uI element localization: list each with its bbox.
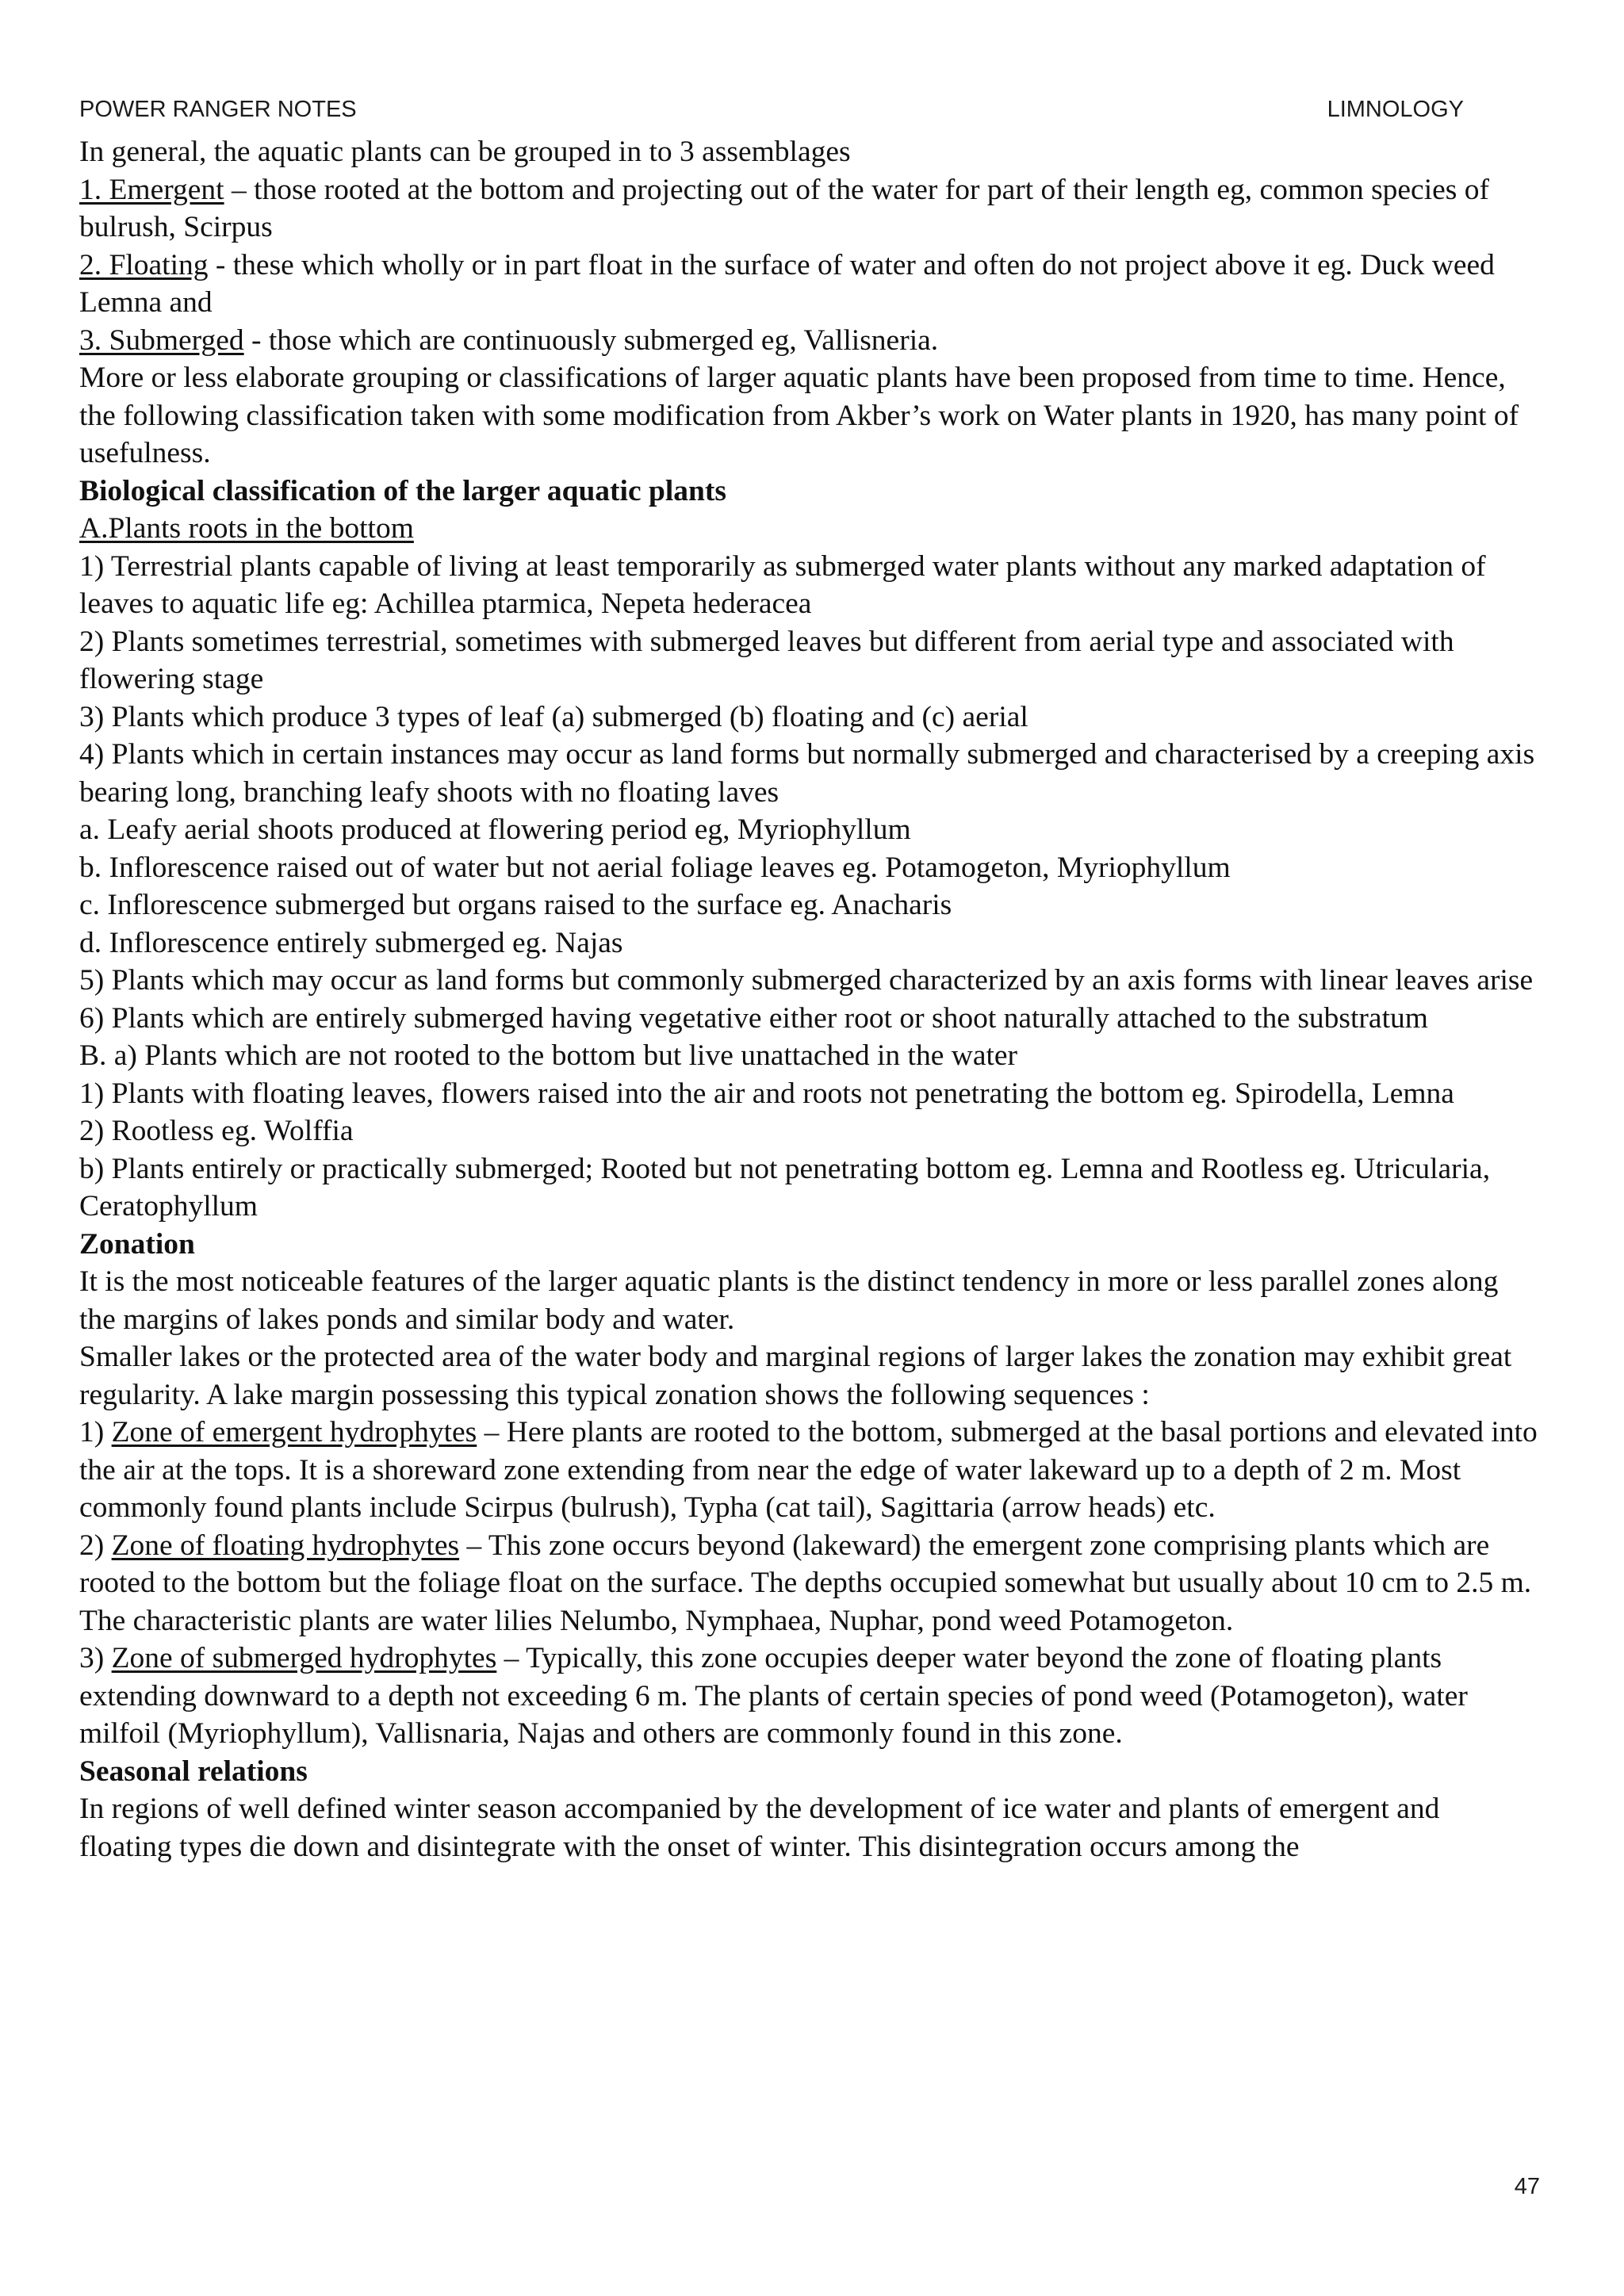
paragraph-text: 3) Plants which produce 3 types of leaf (a) submerged (b) floating and (c) aerial: [79, 700, 1028, 733]
paragraph: [79, 886, 1538, 924]
paragraph: [79, 849, 1538, 887]
paragraph: [79, 962, 1538, 1000]
header-right-title: LIMNOLOGY: [1327, 97, 1464, 122]
paragraph: [79, 1263, 1538, 1338]
paragraph: [79, 698, 1538, 737]
paragraph: [79, 736, 1538, 811]
underlined-term: 1. Emergent: [79, 173, 224, 206]
paragraph-text: B. a) Plants which are not rooted to the bottom but live unattached in the water: [79, 1039, 1018, 1072]
paragraph-text: – Typically, this zone occupies deeper water beyond the zone of floating plants extending downward to a depth not exceeding 6 m. The plants of certain species of pond weed (Potamogeton), water milfoil (Myriophyllum), Vallisnaria, Najas and others are commonly found in this zone.: [79, 1642, 1468, 1750]
page-header: [79, 97, 1464, 128]
paragraph-text: b) Plants entirely or practically submerged; Rooted but not penetrating bottom eg. Lemna and Rootless eg. Utricularia, Ceratophyllum: [79, 1152, 1491, 1223]
paragraph-text: 6) Plants which are entirely submerged having vegetative either root or shoot naturally attached to the substratum: [79, 1001, 1428, 1035]
heading-text: Zonation: [79, 1227, 195, 1261]
paragraph: [79, 924, 1538, 962]
paragraph-text: 1) Plants with floating leaves, flowers raised into the air and roots not penetrating the bottom eg. Spirodella, Lemna: [79, 1077, 1454, 1110]
underlined-term: 2. Floating: [79, 248, 209, 281]
underlined-term: 3. Submerged: [79, 323, 244, 357]
paragraph-text: – Here plants are rooted to the bottom, submerged at the basal portions and elevated into the air at the tops. It is a shoreward zone extending from near the edge of water lakeward up to a depth of 2 m. Most commonly found plants include Scirpus (bulrush), Typha (cat tail), Sagittaria (arrow heads) etc.: [79, 1416, 1538, 1524]
paragraph-text: More or less elaborate grouping or classifications of larger aquatic plants have been proposed from time to time. Hence, the following classification taken with some modification from Akber’s work on Water plants in 1920, has many point of usefulness.: [79, 362, 1519, 469]
paragraph-text: In general, the aquatic plants can be grouped in to 3 assemblages: [79, 136, 851, 168]
paragraph-text: a. Leafy aerial shoots produced at flowering period eg, Myriophyllum: [79, 813, 911, 846]
item-number: 1): [79, 1416, 112, 1448]
paragraph: [79, 1338, 1538, 1414]
paragraph-text: – those rooted at the bottom and projecting out of the water for part of their length eg, common species of bulrush, Scirpus: [79, 173, 1489, 243]
paragraph-text: 1) Terrestrial plants capable of living at least temporarily as submerged water plants without any marked adaptation of leaves to aquatic life eg: Achillea ptarmica, Nepeta hederacea: [79, 549, 1486, 620]
paragraph-text: – This zone occurs beyond (lakeward) the emergent zone comprising plants which are rooted to the bottom but the foliage float on the surface. The depths occupied somewhat but usually about 10 cm to 2.5 m. The characteristic plants are water lilies Nelumbo, Nymphaea, Nuphar, pond weed Potamogeton.: [79, 1529, 1532, 1637]
section-heading: [79, 473, 1538, 511]
paragraph: [79, 359, 1538, 473]
paragraph: [79, 1150, 1538, 1226]
paragraph-text: 2) Rootless eg. Wolffia: [79, 1115, 354, 1147]
heading-text: Biological classification of the larger aquatic plants: [79, 474, 726, 507]
paragraph: [79, 1112, 1538, 1150]
paragraph: [79, 1527, 1538, 1640]
paragraph-text: - these which wholly or in part float in the surface of water and often do not project above it eg. Duck weed Lemna and: [79, 248, 1495, 319]
paragraph: [79, 171, 1538, 247]
heading-text: Seasonal relations: [79, 1755, 308, 1788]
paragraph: [79, 133, 1538, 171]
paragraph-text: d. Inflorescence entirely submerged eg. Najas: [79, 926, 623, 959]
paragraph: [79, 548, 1538, 623]
underlined-term: Zone of submerged hydrophytes: [111, 1642, 497, 1674]
underlined-term: Zone of emergent hydrophytes: [111, 1416, 477, 1448]
section-heading: [79, 1226, 1538, 1264]
document-body: [79, 133, 1538, 1866]
paragraph: [79, 623, 1538, 698]
paragraph: [79, 322, 1538, 360]
header-left-title: POWER RANGER NOTES: [79, 97, 357, 122]
paragraph-text: b. Inflorescence raised out of water but not aerial foliage leaves eg. Potamogeton, Myriophyllum: [79, 851, 1231, 884]
paragraph: [79, 811, 1538, 849]
item-number: 3): [79, 1642, 112, 1674]
paragraph: [79, 1075, 1538, 1113]
paragraph-text: Smaller lakes or the protected area of the water body and marginal regions of larger lakes the zonation may exhibit great regularity. A lake margin possessing this typical zonation shows the following sequences :: [79, 1341, 1512, 1411]
paragraph-text: It is the most noticeable features of the larger aquatic plants is the distinct tendency in more or less parallel zones along the margins of lakes ponds and similar body and water.: [79, 1265, 1499, 1336]
paragraph: [79, 510, 1538, 548]
paragraph: [79, 1037, 1538, 1075]
item-number: 2): [79, 1529, 112, 1562]
underlined-term: Zone of floating hydrophytes: [111, 1529, 460, 1562]
paragraph: [79, 1790, 1538, 1866]
paragraph-text: - those which are continuously submerged eg, Vallisneria.: [243, 323, 939, 357]
paragraph-text: c. Inflorescence submerged but organs raised to the surface eg. Anacharis: [79, 889, 952, 921]
paragraph: [79, 1640, 1538, 1753]
paragraph-text: 5) Plants which may occur as land forms but commonly submerged characterized by an axis forms with linear leaves arise: [79, 964, 1534, 997]
paragraph: [79, 1000, 1538, 1038]
underlined-term: A.Plants roots in the bottom: [79, 512, 414, 545]
page-number: 47: [1514, 2174, 1540, 2199]
section-heading: [79, 1753, 1538, 1791]
paragraph: [79, 247, 1538, 322]
paragraph-text: In regions of well defined winter season accompanied by the development of ice water and plants of emergent and floating types die down and disintegrate with the onset of winter. This disintegration occurs among the: [79, 1793, 1440, 1863]
paragraph: [79, 1414, 1538, 1527]
paragraph-text: 2) Plants sometimes terrestrial, sometimes with submerged leaves but different from aerial type and associated with flowering stage: [79, 625, 1454, 695]
paragraph-text: 4) Plants which in certain instances may occur as land forms but normally submerged and characterised by a creeping axis bearing long, branching leafy shoots with no floating laves: [79, 738, 1535, 809]
